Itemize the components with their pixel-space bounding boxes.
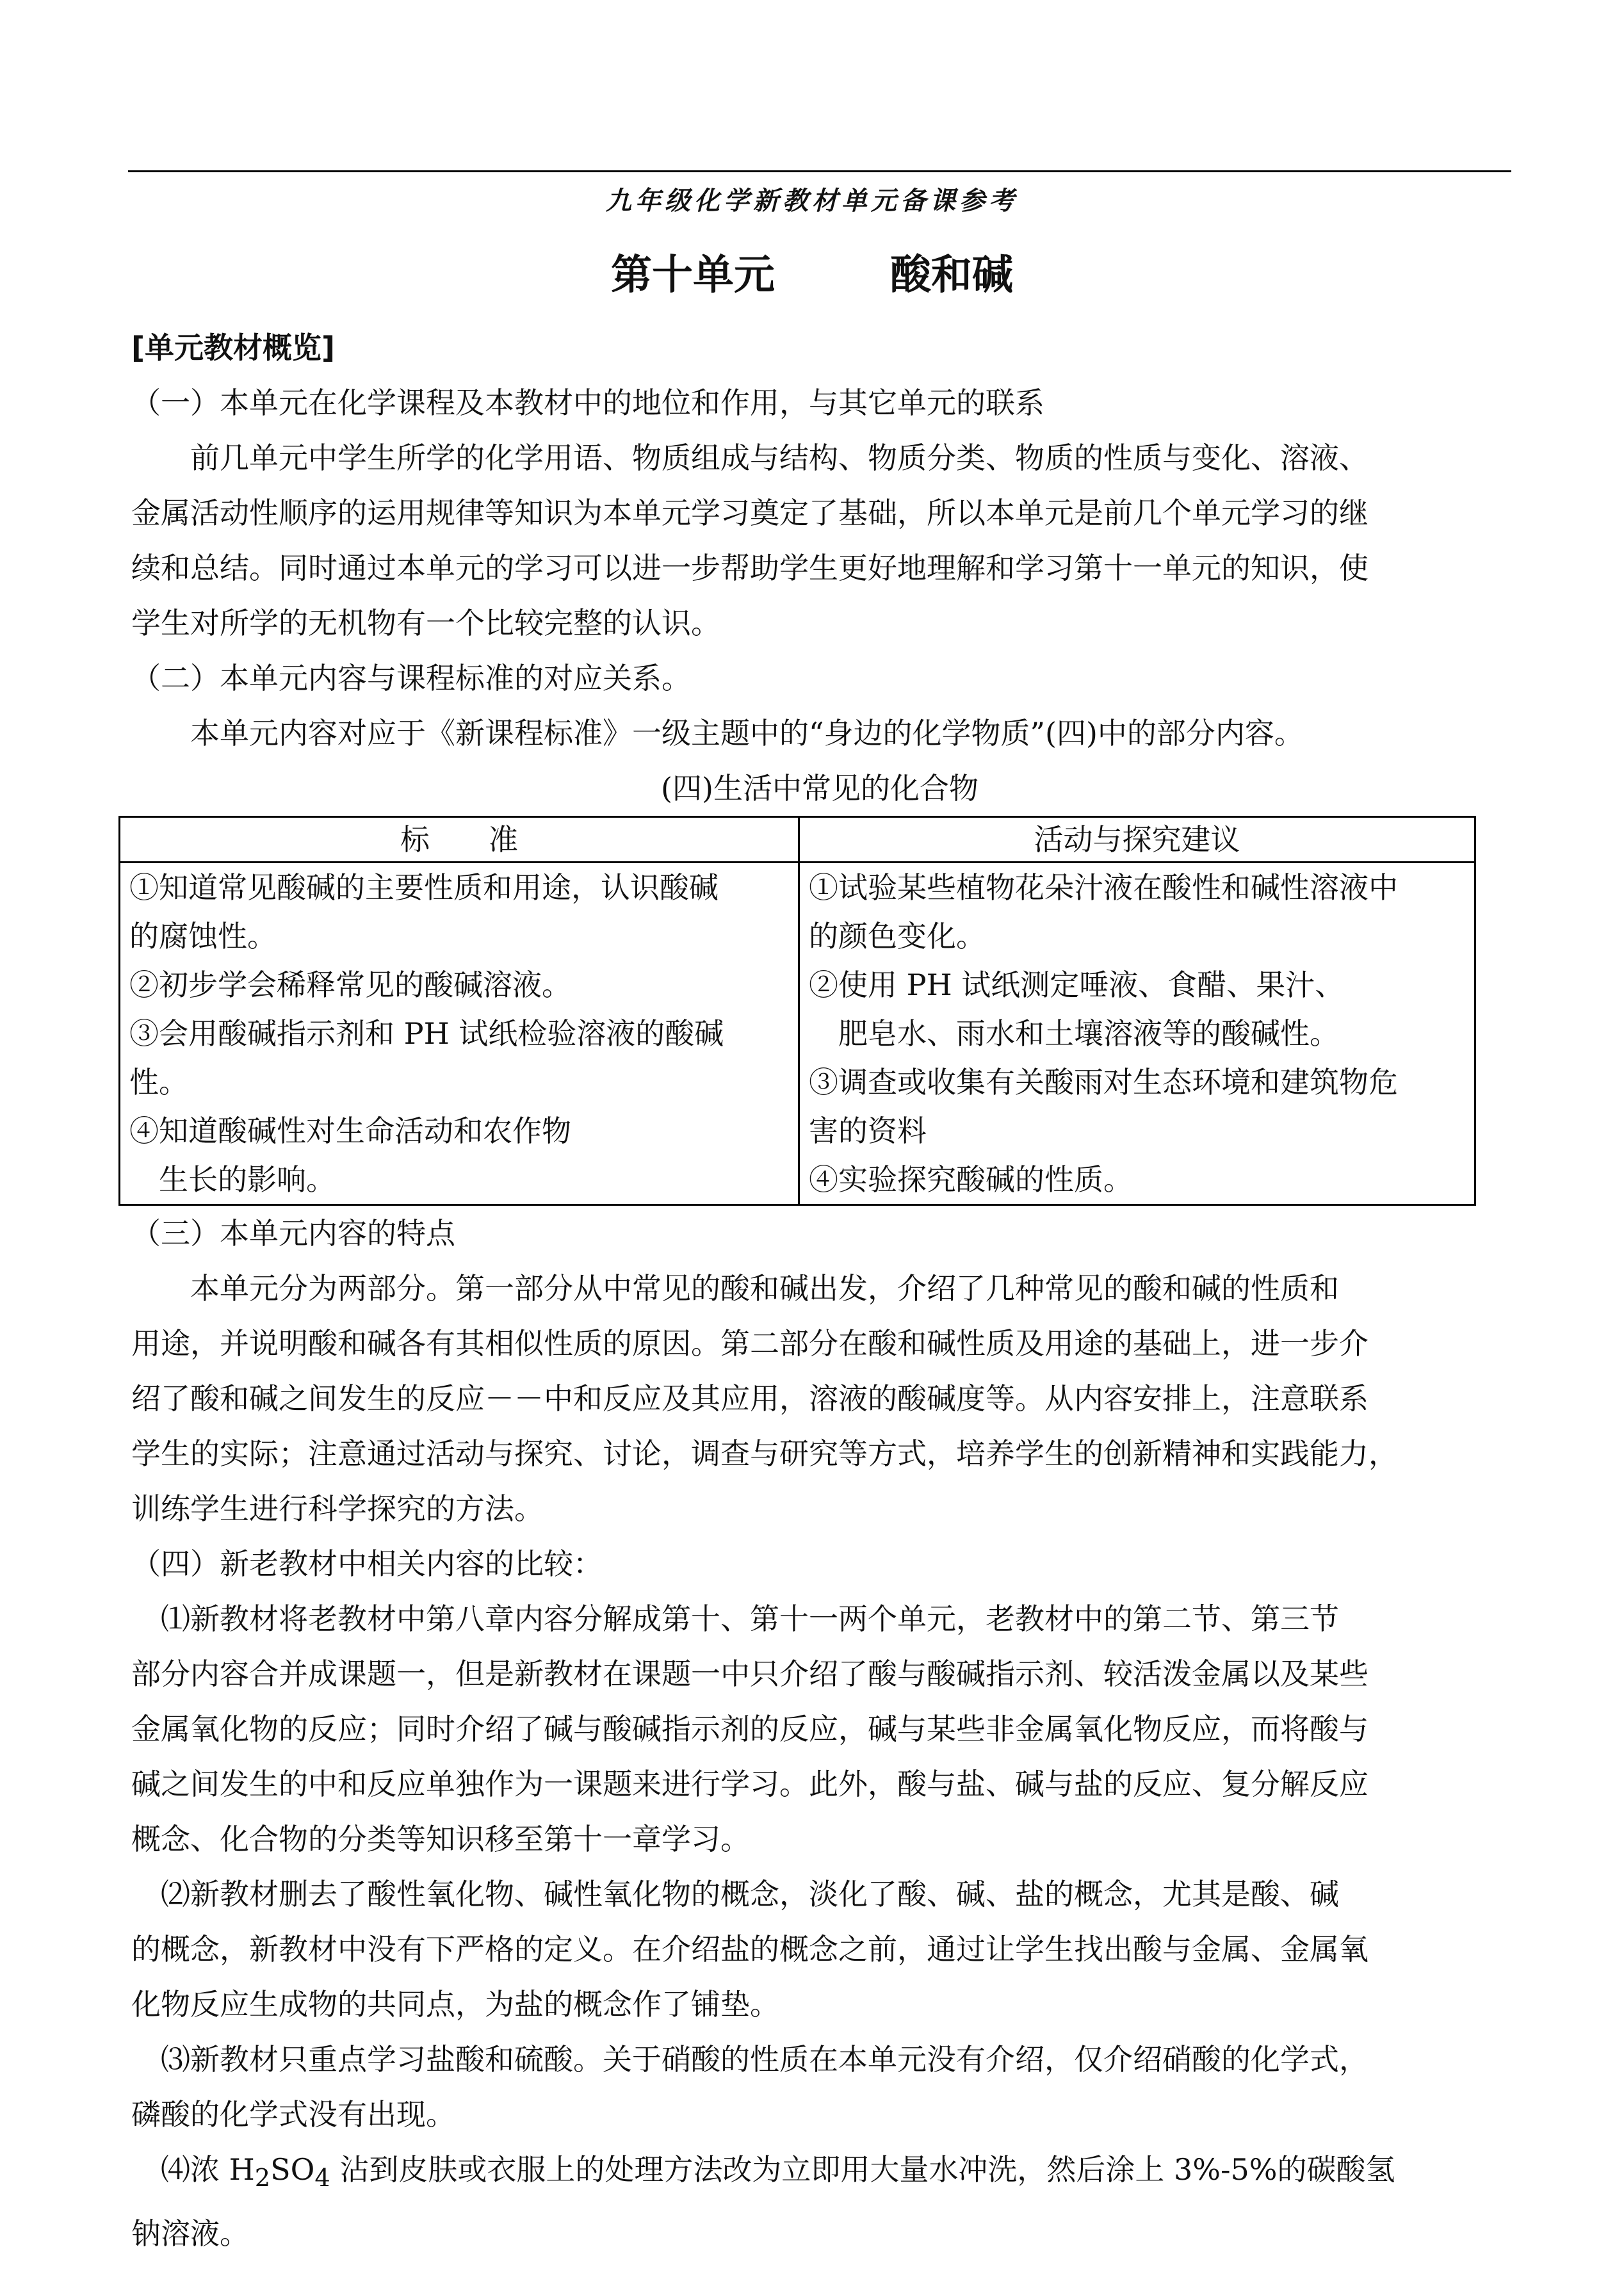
table-row [120, 863, 1475, 1205]
cell-line: ④实验探究酸碱的性质。 [809, 1162, 1133, 1197]
table-caption: (四)生活中常见的化合物 [661, 771, 978, 806]
p4-prefix: ⑷浓 H [161, 2152, 255, 2187]
standards-cell [120, 863, 799, 1205]
cell-line: ④知道酸碱性对生命活动和农作物 [129, 1114, 571, 1148]
section4-p1-line: 部分内容合并成课题一，但是新教材在课题一中只介绍了酸与酸碱指示剂、较活泼金属以及某些 [131, 1657, 1368, 1691]
section4-p4-line [131, 2142, 1508, 2206]
table-header-activity: 活动与探究建议 [799, 817, 1475, 863]
cell-line: ①知道常见酸碱的主要性质和用途，认识酸碱 [129, 870, 719, 905]
document-body [131, 320, 1508, 2261]
cell-line: ③调查或收集有关酸雨对生态环境和建筑物危 [809, 1065, 1398, 1099]
table-header-standard: 标 准 [120, 817, 799, 863]
section4-p2-line: 的概念，新教材中没有下严格的定义。在介绍盐的概念之前，通过让学生找出酸与金属、金属氧 [131, 1932, 1368, 1967]
cell-line: 的腐蚀性。 [129, 919, 277, 953]
section4-p2-line: ⑵新教材删去了酸性氧化物、碱性氧化物的概念，淡化了酸、碱、盐的概念，尤其是酸、碱 [161, 1877, 1339, 1911]
unit-number: 第十单元 [611, 252, 775, 299]
cell-line: ③会用酸碱指示剂和 PH 试纸检验溶液的酸碱 [129, 1016, 724, 1051]
section4-p1-line: 概念、化合物的分类等知识移至第十一章学习。 [131, 1822, 750, 1856]
section3-line: 学生的实际；注意通过活动与探究、讨论，调查与研究等方式，培养学生的创新精神和实践能力， [131, 1436, 1398, 1471]
p4-subscript: 4 [314, 2164, 330, 2193]
section1-line: 金属活动性顺序的运用规律等知识为本单元学习奠定了基础，所以本单元是前几个单元学习的继 [131, 496, 1368, 530]
activity-cell [799, 863, 1475, 1205]
p4-subscript: 2 [254, 2164, 271, 2193]
cell-line: ②初步学会稀释常见的酸碱溶液。 [129, 968, 571, 1002]
section4-heading: （四）新老教材中相关内容的比较： [131, 1546, 603, 1581]
section4-p3-line: 磷酸的化学式没有出现。 [131, 2097, 455, 2132]
table-header-row [120, 817, 1475, 863]
section3-line: 用途，并说明酸和碱各有其相似性质的原因。第二部分在酸和碱性质及用途的基础上，进一步介 [131, 1326, 1368, 1361]
section4-p3-line: ⑶新教材只重点学习盐酸和硫酸。关于硝酸的性质在本单元没有介绍，仅介绍硝酸的化学式， [161, 2042, 1368, 2077]
standards-table [118, 816, 1476, 1206]
cell-line: 生长的影响。 [159, 1162, 336, 1197]
cell-line: ②使用 PH 试纸测定唾液、食醋、果汁、 [809, 968, 1345, 1002]
overview-heading: [单元教材概览] [131, 330, 336, 365]
section1-line: 续和总结。同时通过本单元的学习可以进一步帮助学生更好地理解和学习第十一单元的知识，使 [131, 551, 1368, 585]
cell-line: 肥皂水、雨水和土壤溶液等的酸碱性。 [838, 1016, 1339, 1051]
section4-p1-line: 金属氧化物的反应；同时介绍了碱与酸碱指示剂的反应，碱与某些非金属氧化物反应，而将酸与 [131, 1712, 1368, 1746]
section4-p1-line: 碱之间发生的中和反应单独作为一课题来进行学习。此外，酸与盐、碱与盐的反应、复分解反应 [131, 1767, 1368, 1801]
section3-line: 训练学生进行科学探究的方法。 [131, 1491, 544, 1526]
p4-rest: 沾到皮肤或衣服上的处理方法改为立即用大量水冲洗，然后涂上 3%-5%的碳酸氢 [330, 2152, 1395, 2187]
section1-heading: （一）本单元在化学课程及本教材中的地位和作用，与其它单元的联系 [131, 385, 1044, 420]
section3-heading: （三）本单元内容的特点 [131, 1216, 455, 1251]
section1-line: 学生对所学的无机物有一个比较完整的认识。 [131, 606, 720, 640]
header-rule [128, 170, 1511, 172]
running-header: 九年级化学新教材单元备课参考 [606, 186, 1018, 216]
cell-line: 的颜色变化。 [809, 919, 986, 953]
section3-line: 本单元分为两部分。第一部分从中常见的酸和碱出发，介绍了几种常见的酸和碱的性质和 [190, 1271, 1339, 1306]
section3-line: 绍了酸和碱之间发生的反应－－中和反应及其应用，溶液的酸碱度等。从内容安排上，注意联系 [131, 1381, 1368, 1416]
cell-line: 害的资料 [809, 1114, 927, 1148]
unit-name: 酸和碱 [890, 252, 1013, 299]
section4-p1-line: ⑴新教材将老教材中第八章内容分解成第十、第十一两个单元，老教材中的第二节、第三节 [161, 1602, 1339, 1636]
section2-heading: （二）本单元内容与课程标准的对应关系。 [131, 661, 691, 695]
cell-line: 性。 [129, 1065, 188, 1099]
cell-line: ①试验某些植物花朵汁液在酸性和碱性溶液中 [809, 870, 1398, 905]
page-title [0, 242, 1624, 301]
section1-line: 前几单元中学生所学的化学用语、物质组成与结构、物质分类、物质的性质与变化、溶液、 [190, 441, 1368, 475]
section2-line: 本单元内容对应于《新课程标准》一级主题中的“身边的化学物质”(四)中的部分内容。 [190, 716, 1304, 750]
section4-p2-line: 化物反应生成物的共同点，为盐的概念作了铺垫。 [131, 1987, 779, 2022]
p4-formula: SO [270, 2152, 315, 2187]
section4-p4-line: 钠溶液。 [131, 2216, 249, 2251]
